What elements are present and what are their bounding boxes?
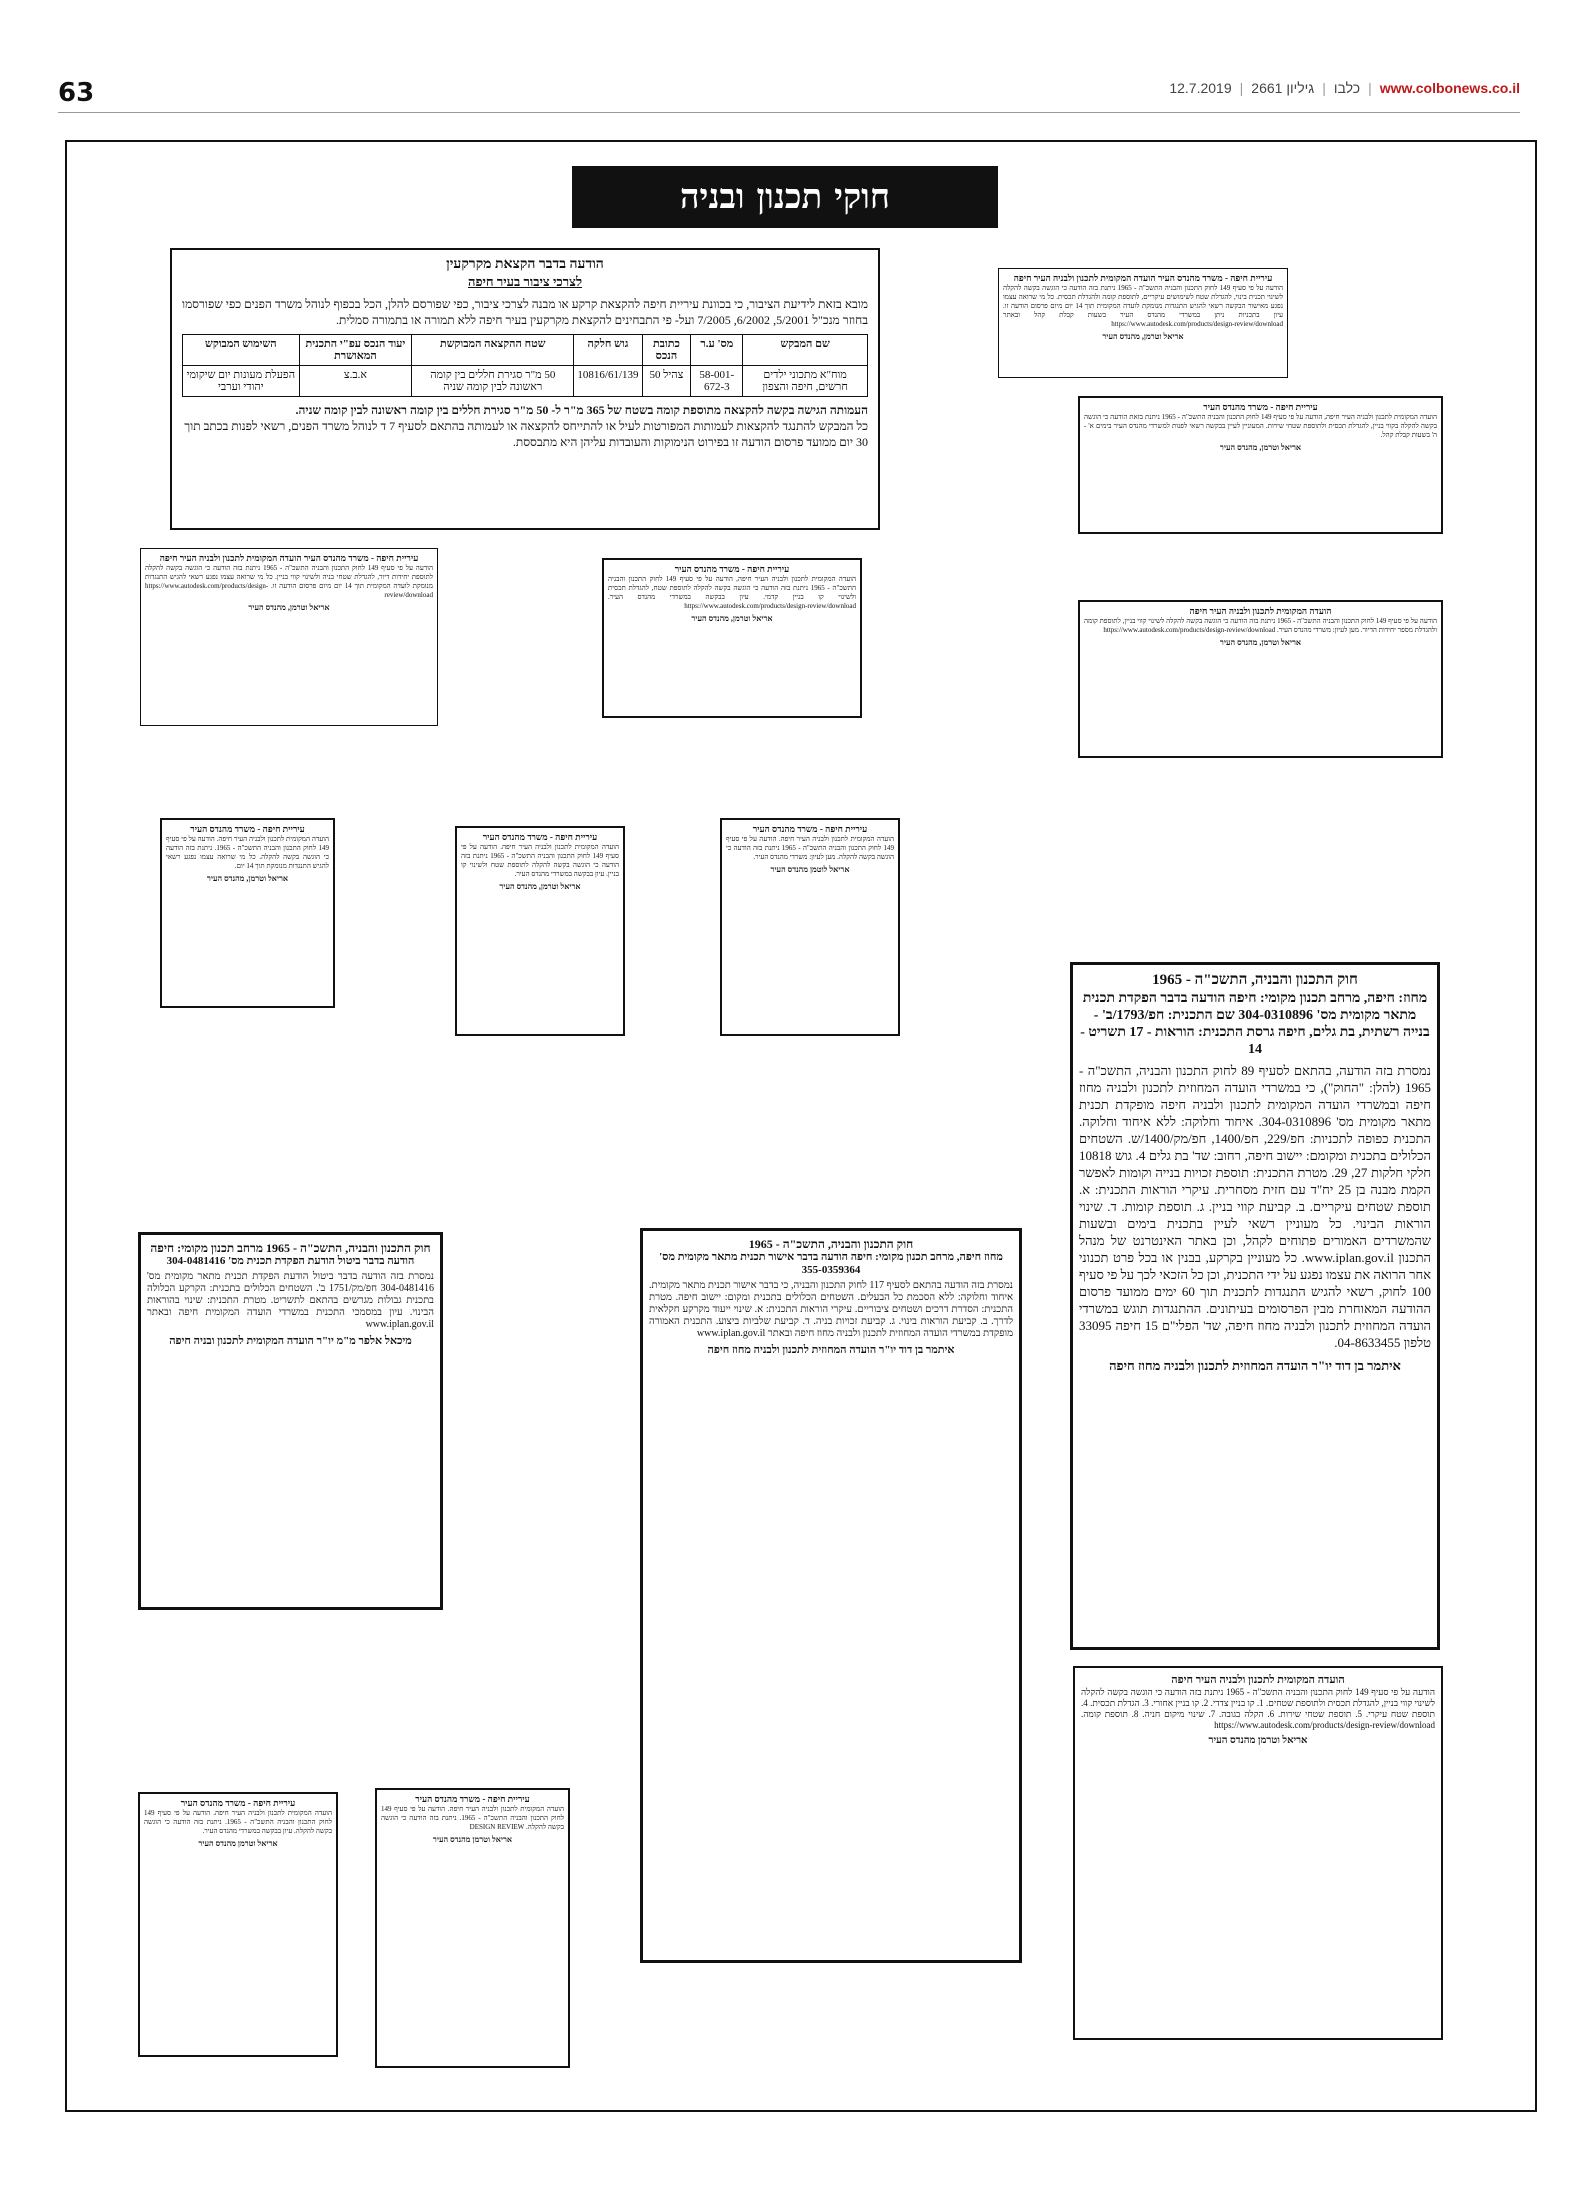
column-header: כתובת הנכס	[642, 335, 691, 366]
notice-left-mid	[140, 548, 438, 726]
notice-title: עיריית חיפה - משרד מהנדס העיר	[190, 824, 305, 834]
notice-title: עיריית חיפה - משרד מהנדס העיר	[482, 832, 598, 842]
notice-signature: אריאל וטרמן, מהנדס העיר	[691, 614, 773, 623]
notice-signature: מיכאל אלפר מ"מ יו"ר הועדה המקומית לתכנון ובניה חיפה	[169, 1335, 412, 1347]
notice-signature: אריאל וטרמן, מהנדס העיר	[499, 882, 581, 891]
section-title: חוקי תכנון ובניה	[572, 166, 998, 228]
notice-body: הועדה המקומית לתכנון ולבניה העיר חיפה, הודעה על פי סעיף 149 לחוק התכנון והבניה התשכ"ה - 1965 ניתנת בזאת הודעה כי הוגשה בקשה להקלה בקווי בניין, להגדלת תכסית ולתוספת שטחי שירות. המעוניין לעיין בבקשה רשאי לפנות למשרדי מהנדס העיר בימים א' - ה' בשעות קבלת קהל.	[1084, 413, 1437, 439]
notice-body: הודעה על פי סעיף 149 לחוק התכנון והבניה התשכ"ה - 1965 ניתנת בזה הודעה כי הוגשה בקשה להקלה לתוספת יחידות דיור, להגדלת שטחי בניה ולשינוי קווי בניין. כל מי שרואה עצמו נפגע רשאי להגיש התנגדות מנומקת לועדה המקומית תוך 14 יום מיום פרסום הודעה זו. https://www.autodesk.com/products/design-review/download	[145, 564, 433, 599]
notice-signature: אריאל וטרמן מהנדס העיר	[198, 1839, 278, 1848]
notice-subtitle: הודעה בדבר ביטול הודעת הפקדת תכנית מס' 304-0481416	[166, 1255, 415, 1267]
notice-title: חוק התכנון והבניה, התשכ"ה - 1965 מרחב תכנון מקומי: חיפה	[150, 1241, 431, 1255]
notice-signature: אריאל וטרמן מהנדס העיר	[432, 1835, 513, 1844]
notice-bold-note: העמותה הגישה בקשה להקצאה מתוספת קומה בשטח של 365 מ"ר ל- 50 מ"ר סגירת חללים בין קומה ראשונה לבין קומה שניה.	[295, 403, 868, 417]
separator: |	[1239, 80, 1244, 96]
notice-title: עיריית חיפה - משרד מהנדס העיר	[1203, 402, 1318, 412]
table-cell: 58-001-672-3	[691, 366, 743, 397]
allocation-notice	[170, 248, 880, 530]
table-cell: א.ב.צ	[299, 366, 412, 397]
notice-subtitle: מחוז: חיפה, מרחב תכנון מקומי: חיפה הודעה בדבר הפקדת תכנית מתאר מקומית מס' 304-0310896 שם התכנית: חפ/1793/ב' - בנייה רשתית, בת גלים, חיפה גרסת התכנית: הוראות - 17 תשריט - 14	[1080, 991, 1430, 1057]
notice-title: עיריית חיפה - משרד מהנדס העיר הועדה המקומית לתכנון ולבניה העיר חיפה	[1013, 273, 1273, 283]
table-cell: מוח"א מתכוני ילדים חרשים, חיפה והצפון	[743, 366, 868, 397]
notice-center-mid	[602, 558, 862, 718]
notice-title: הודעה בדבר הקצאת מקרקעין	[446, 257, 604, 272]
notice-body: הודעה על פי סעיף 149 לחוק התכנון והבניה התשכ"ה - 1965 ניתנת בזה הודעה כי הוגשה בקשה להקלה לשינוי קווי בניין, לתוספת קומה ולהגדלת מספר יחידות הדיור. מען לעיון: משרדי מהנדס העיר. https://www.autodesk.com/products/design-review/download	[1084, 617, 1437, 634]
notice-title: עיריית חיפה - משרד מהנדס העיר	[180, 1798, 296, 1808]
notice-body: הודעה על פי סעיף 149 לחוק התכנון והבניה התשכ"ה - 1965 ניתנת בזה הודעה כי הוגשה בקשה להקלה לשינוי קווי בניין, להגדלת תכסית ולתוספת שטחים. 1. קו בניין צדדי. 2. קו בניין אחורי. 3. הגדלת תכסית. 4. תוספת שטח עיקרי. 5. תוספת שטחי שירות. 6. הקלה בגובה. 7. שינוי מיקום חניה. 8. תוספת קומה. https://www.autodesk.com/products/design-review/download	[1081, 1687, 1435, 1730]
notice-top-right	[998, 268, 1288, 378]
notice-plan-cancel	[138, 1232, 443, 1610]
notice-body: נמסרת בזה הודעה בהתאם לסעיף 117 לחוק התכנון והבניה, כי בדבר אישור תכנית מתאר מקומית. איחוד וחלוקה: ללא הסכמת כל הבעלים. השטחים הכלולים בתכנית ומקום: יישוב חיפה. מטרת התכנית: הסדרת דרכים ושטחים ציבוריים. עיקרי הוראות התכנית: א. שינוי ייעוד מקרקע חקלאית לדרך. ב. קביעת הוראות בינוי. ג. קביעת זכויות בניה. ד. קביעת שלביות ביצוע. התכנית האמורה מופקדת במשרדי הועדה המחוזית לתכנון ולבניה מחוז חיפה ובאתר www.iplan.gov.il	[649, 1280, 1013, 1339]
notice-body: הועדה המקומית לתכנון ולבניה העיר חיפה. הודעה על פי סעיף 149 לחוק התכנון והבניה התשכ"ה - 1965 ניתנת בזה הודעה כי הוגשה בקשה להקלה לתוספת שטח ולשינוי קו בניין. עיון בבקשה במשרדי מהנדס העיר.	[461, 843, 619, 878]
notice-bottom-left	[138, 1792, 338, 2057]
notice-bottom-right	[1073, 1666, 1443, 2040]
notice-title: עיריית חיפה - משרד מהנדס העיר הועדה המקומית לתכנון ולבניה העיר חיפה	[159, 553, 419, 563]
notice-title: חוק התכנון והבניה, התשכ"ה - 1965	[1152, 972, 1358, 988]
notice-right-2	[1078, 396, 1443, 534]
column-header: יעוד הנכס עפ"י התכנית המאושרת	[299, 335, 412, 366]
allocation-table	[182, 334, 868, 397]
issue-number: גיליון 2661	[1251, 80, 1315, 96]
header-rule	[58, 112, 1520, 113]
notice-signature: אריאל וטרמן, מהנדס העיר	[1102, 332, 1184, 341]
notice-body: הועדה המקומית לתכנון ולבניה העיר חיפה. הודעה על פי סעיף 149 לחוק התכנון והבניה התשכ"ה - 1965. ניתנת בזה הודעה כי הוגשה בקשה להקלה. עיון בבקשה במשרדי מהנדס העיר.	[144, 1809, 332, 1835]
notice-title: עיריית חיפה - משרד מהנדס העיר	[752, 824, 868, 834]
notice-title: הועדה המקומית לתכנון ולבניה העיר חיפה	[1189, 606, 1332, 616]
notice-bottom-center	[375, 1788, 570, 2068]
separator: |	[1322, 80, 1326, 96]
website-link[interactable]: www.colbonews.co.il	[1379, 80, 1520, 96]
issue-date: 12.7.2019	[1169, 80, 1232, 96]
header-meta	[1169, 80, 1520, 96]
notice-body: הועדה המקומית לתכנון ולבניה העיר חיפה, הודעה על פי סעיף 149 לחוק התכנון והבניה התשכ"ה - 1965 ניתנת בזה הודעה כי הוגשה בקשה להקלה לתוספת שטח, להגדלת תכסית ולשינוי קו בניין קדמי. עיון בבקשה במשרדי מהנדס העיר. https://www.autodesk.com/products/design-review/download	[608, 575, 856, 610]
notice-body: הועדה המקומית לתכנון ולבניה העיר חיפה. הודעה על פי סעיף 149 לחוק התכנון והבניה התשכ"ה - 1965 ניתנת בזה הודעה כי הוגשה בקשה להקלה. מען לעיון: משרדי מהנדס העיר.	[726, 835, 894, 861]
notice-plan-deposit	[1070, 962, 1440, 1650]
column-header: גוש חלקה	[574, 335, 642, 366]
notice-col-2	[455, 826, 625, 1036]
column-header: שטח ההקצאה המבוקשת	[412, 335, 574, 366]
notice-body: נמסרת בזה הודעה בדבר ביטול הודעת הפקדת תכנית מתאר מקומית מס' 304-0481416 חפ/מק/1751 ב'. השטחים הכלולים בתכנית: הקרקע הכלולה בתכנית גבולות מגרשים בהתאם לתשריט. מטרת התכנית: שינוי בהוראות הבינוי. עיון במסמכי התכנית במשרדי הועדה המקומית חיפה ובאתר www.iplan.gov.il	[147, 1271, 434, 1330]
notice-title: הועדה המקומית לתכנון ולבניה העיר חיפה	[1171, 1674, 1345, 1686]
notice-plan-approval	[640, 1228, 1022, 1963]
notice-title: חוק התכנון והבניה, התשכ"ה - 1965	[748, 1237, 914, 1251]
notice-signature: אריאל וטרמן, מהנדס העיר	[206, 874, 289, 883]
table-row	[183, 366, 868, 397]
table-cell: 10816/61/139	[574, 366, 642, 397]
notice-subtitle: מחוז חיפה, מרחב תכנון מקומי: חיפה הודעה בדבר אישור תכנית מתאר מקומית מס' 355-0359364	[659, 1251, 1003, 1276]
column-header: שם המבקש	[743, 335, 868, 366]
notice-col-3	[720, 818, 900, 1036]
notice-body: הועדה המקומית לתכנון ולבניה העיר חיפה. הודעה על פי סעיף 149 לחוק התכנון והבניה התשכ"ה - 1965. ניתנת בזה הודעה כי הוגשה בקשה להקלה. כל מי שרואה עצמו נפגע רשאי להגיש התנגדות מנומקת תוך 14 יום.	[166, 835, 329, 870]
notice-signature: אריאל וטרמן, מהנדס העיר	[1219, 638, 1302, 647]
publication-name: כלבו	[1333, 80, 1361, 96]
table-header-row	[183, 335, 868, 366]
notice-note: כל המבקש להתנגד להקצאות לעמותות המפורטות לעיל או להתייחס להקצאה או לעמותה בהתאם לסעיף 7 ד לנוהל משרד הפנים, רשאי לפנות בכתב תוך 30 יום ממועד פרסום הודעה זו בפירוט הנימוקות והעובדות עליהן היא מתבססת.	[184, 419, 868, 449]
notice-title: עיריית חיפה - משרד מהנדס העיר	[415, 1794, 530, 1804]
notice-intro: מובא בזאת לידיעת הציבור, כי בכוונת עיריית חיפה להקצאת קרקע או מבנה לצרכי ציבור, כפי שפורסם להלן, הכל בכפוף לנוהל משרד הפנים כפי שפורסמו בחוזר מנכ"ל 5/2001, 6/2002, 7/2005 ועל- פי התבחינים להקצאת מקרקעין בעיר חיפה ללא תמורה או בתמורה סמלית.	[182, 297, 868, 327]
notice-body: הודעה על פי סעיף 149 לחוק התכנון והבניה התשכ"ה - 1965 ניתנת בזה הודעה כי הוגשה בקשה להקלה לשינוי תכנית בינוי, להגדלת שטח לשימושים עיקריים, לתוספת קומה ולהגדלת תכסית. כל מי שרואה עצמו נפגע מאישור הבקשה רשאי להגיש התנגדות מנומקת לועדה המקומית תוך 14 יום מיום פרסום הודעה זו. עיון בתכניות ניתן במשרדי מהנדס העיר בשעות קבלת קהל ובאתר https://www.autodesk.com/products/design-review/download	[1003, 284, 1283, 328]
notice-signature: איתמר בן דוד יו"ר הועדה המחוזית לתכנון ולבניה מחוז חיפה	[707, 1344, 955, 1356]
notice-right-3	[1078, 600, 1443, 758]
notice-body: הועדה המקומית לתכנון ולבניה העיר חיפה. הודעה על פי סעיף 149 לחוק התכנון והבניה התשכ"ה - 1965. ניתנת בזה הודעה כי הוגשה בקשה להקלה. DESIGN REVIEW	[381, 1805, 564, 1831]
notice-signature: אריאל וטרמן, מהנדס העיר	[1219, 443, 1302, 452]
table-cell: צהיל 50	[642, 366, 691, 397]
notice-col-1	[160, 818, 335, 1008]
column-header: מס' ע.ר	[691, 335, 743, 366]
notice-signature: אריאל לוטמן מהנדס העיר	[770, 865, 850, 874]
notice-signature: איתמר בן דוד יו"ר הועדה המחוזית לתכנון ולבניה מחוז חיפה	[1109, 1358, 1401, 1373]
table-cell: הפעלת מעונות יום שיקומי יהודי וערבי	[183, 366, 300, 397]
notice-body: נמסרת בזה הודעה, בהתאם לסעיף 89 לחוק התכנון והבניה, התשכ"ה - 1965 (להלן: "החוק"), כי במשרדי הועדה המחוזית לתכנון ולבניה מחוז חיפה ובמשרדי הועדה המקומית לתכנון ולבניה חיפה מופקדת תכנית מתאר מקומית מס' 304-0310896. איחוד וחלוקה: ללא איחוד וחלוקה. התכנית כפופה לתכניות: חפ/229, חפ/1400, חפ/מק/1400/ש. השטחים הכלולים בתכנית ומקומם: יישוב חיפה, רחוב: שד' בת גלים 4. גוש 10818 חלקי חלקות 27, 29. מטרת התכנית: תוספת זכויות בנייה וקומות לאפשר הקמת מבנה בן 25 יח"ד עם חזית מסחרית. עיקרי הוראות התכנית: א. תוספת שטחים עיקריים. ב. קביעת קווי בניין. ג. תוספת קומות. ד. שינוי הוראות הבינוי. כל מעוניין רשאי לעיין בתכנית בימים ובשעות שהמשרדים האמורים פתוחים לקהל, וכן באתר האינטרנט של מנהל התכנון www.iplan.gov.il. כל מעוניין בקרקע, בבנין או בכל פרט תכנוני אחר הרואה את עצמו נפגע על ידי התכנית, וכן כל הזכאי לכך על פי סעיף 100 לחוק, רשאי להגיש התנגדות לתכנית תוך 60 ימים ממועד פרסום ההודעה המאוחרת מבין הפרסומים בעיתונים. ההתנגדות תוגש במשרדי הועדה המחוזית לתכנון ולבניה מחוז חיפה, שד' הפלי"ם 15 חיפה 33095 טלפון 04-8633455.	[1079, 1063, 1431, 1350]
notice-signature: אריאל וטרמן, מהנדס העיר	[248, 603, 330, 612]
table-cell: 50 מ"ר סגירת חללים בין קומה ראשונה לבין קומה שניה	[412, 366, 574, 397]
page-number: 63	[58, 78, 95, 108]
column-header: השימוש המבוקש	[183, 335, 300, 366]
notice-signature: אריאל וטרמן מהנדס העיר	[1208, 1735, 1308, 1746]
separator: |	[1368, 80, 1372, 96]
notice-title: עיריית חיפה - משרד מהנדס העיר	[674, 564, 790, 574]
notice-subtitle: לצרכי ציבור בעיר חיפה	[467, 274, 583, 289]
